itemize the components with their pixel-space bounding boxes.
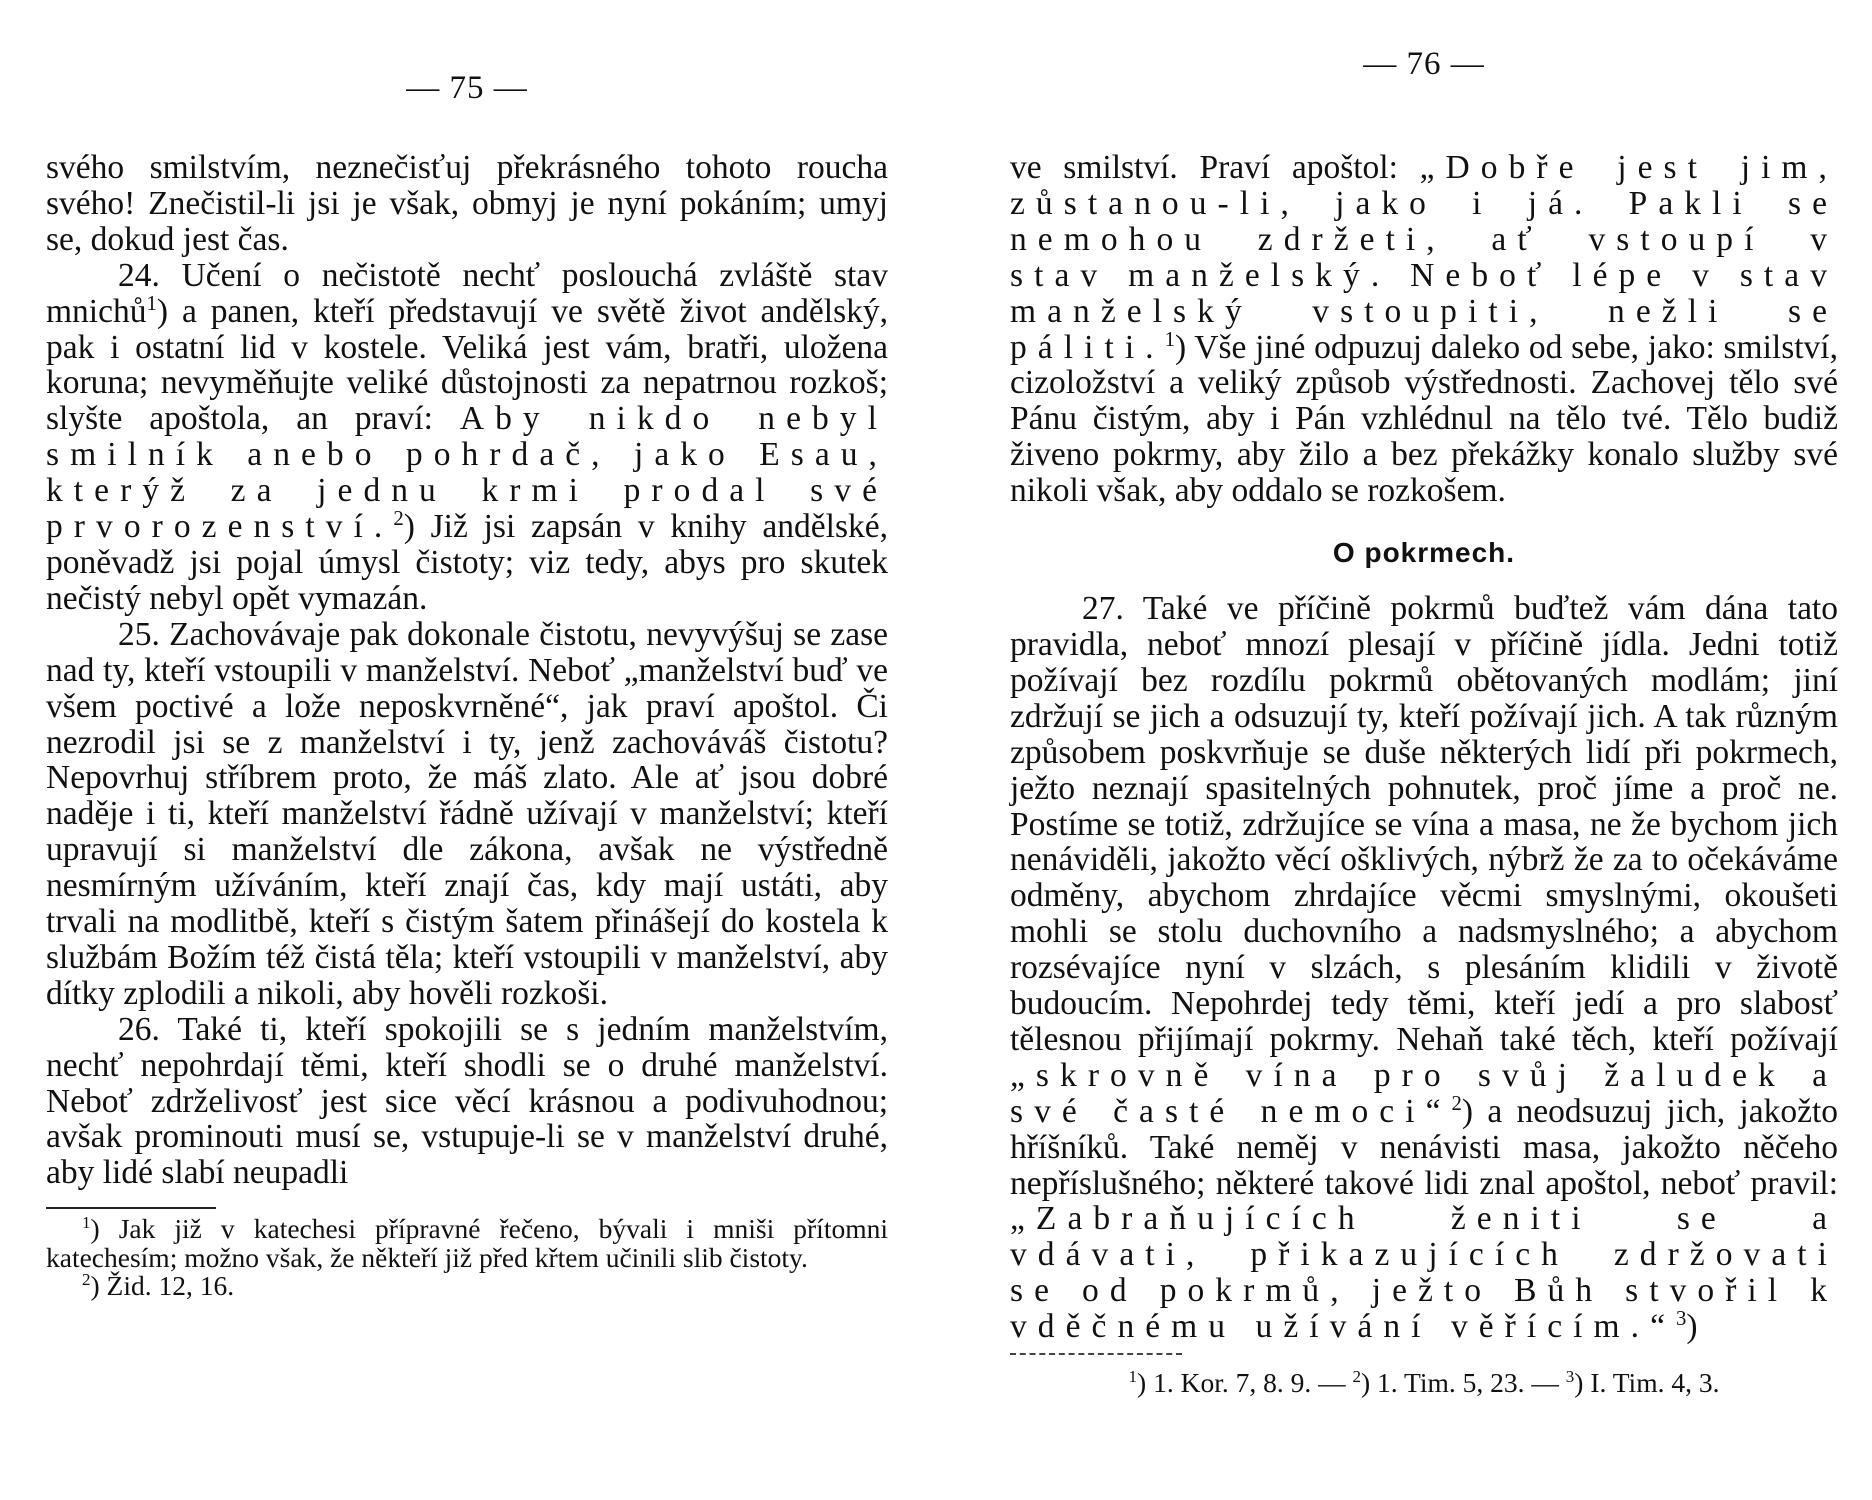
footnote-ref: 1 — [146, 291, 157, 315]
footnote-2: $^2$) Žid. 12, 16. — [82, 1270, 235, 1302]
footnotes — [46, 1215, 888, 1301]
spaced-quote: „Dobře jest jim, zůstanou-li, jako i já. Pakli se nemohou zdržeti, ať vstoupí v stav manželský. Neboť lépe v stav manželský vstoupiti, nežli se páliti. — [1010, 149, 1838, 366]
right-page — [1010, 0, 1838, 1398]
page-body — [46, 150, 888, 1191]
footnotes — [1010, 1366, 1838, 1399]
footnote-divider — [46, 1207, 216, 1209]
footnote-divider — [1010, 1353, 1182, 1355]
paragraph-24: 24. Učení o nečistotě nechť poslouchá zvláště stav mnichů$^1$) a panen, kteří představují ve světě život andělský, pak i ostatní lid v kostele. Veliká jest vám, bratři, uložena koruna; nevyměňujte veliké důstojnosti za nepatrnou rozkoš; slyšte apoštola, an praví: Aby nikdo nebyl smilník anebo pohrdač, jako Esau, kterýž za jednu krmi prodal své prvorozenství.$^2$) Již jsi zapsán v knihy andělské, poněvadž jsi pojal úmysl čistoty; viz tedy, abys pro skutek nečistý nebyl opět vymazán. — [46, 256, 888, 617]
spaced-quote: „skrovně vína pro svůj žaludek a své časté nemoci“ — [1010, 1056, 1838, 1130]
footnote-ref: 2 — [393, 506, 404, 530]
footnote-ref: 2 — [1451, 1091, 1462, 1115]
footnote-line: $^1$) 1. Kor. 7, 8. 9. — $^2$) 1. Tim. 5, 23. — $^3$) I. Tim. 4, 3. — [1128, 1366, 1720, 1399]
page-body — [1010, 150, 1838, 1345]
page-number: — 76 — — [1363, 46, 1485, 82]
footnote-ref: 3 — [1676, 1307, 1687, 1331]
paragraph-continuation: svého smilstvím, neznečisťuj překrásného tohoto roucha svého! Znečistil-li jsi je však, obmyj je nyní pokáním; umyj se, dokud jest čas. — [46, 149, 888, 258]
footnote-ref: 1 — [1164, 327, 1175, 351]
paragraph-27: 27. Také ve příčině pokrmů buďtež vám dána tato pravidla, neboť mnozí plesají v příčině jídla. Jedni totiž požívají bez rozdílu pokrmů obětovaných modlám; jiní zdržují se jich a odsuzují ty, kteří požívají jich. A tak různým způsobem poskvrňuje se duše některých lidí při pokrmech, ježto neznají spasitelných pohnutek, proč jíme a proč ne. Postíme se totiž, zdržujíce se vína a masa, ne že bychom jich nenáviděli, jakožto věcí ošklivých, nýbrž že za to očekáváme odměny, abychom zhrdajíce věcmi smyslnými, okoušeti mohli se stolu duchovního a nadsmyslného; a abychom rozsévajíce nyní v slzách, s plesáním klidili v životě budoucím. Nepohrdej tedy těmi, kteří jedí a pro slabosť tělesnou přijímají pokrmy. Nehaň také těch, kteří požívají „skrovně vína pro svůj žaludek a své časté nemoci“$^2$) a neodsuzuj jich, jakožto hříšníků. Také neměj v nenávisti masa, jakožto něčeho nepříslušného; některé takové lidi znal apoštol, neboť pravil: „Zabraňujících ženiti se a vdávati, přikazujících zdržovati se od pokrmů, ježto Bůh stvořil k vděčnému užívání věřícím.“$^3$) — [1010, 590, 1839, 1346]
paragraph-26: 26. Také ti, kteří spokojili se s jedním manželstvím, nechť nepohrdají těmi, kteří shodli se o druhé manželství. Neboť zdrželivosť jest sice věcí krásnou a podivuhodnou; avšak prominouti musí se, vstupuje-li se v manželství druhé, aby lidé slabí neupadli — [46, 1010, 888, 1192]
page-number: — 75 — — [406, 70, 528, 106]
footnote-1: $^1$) Jak již v katechesi přípravné řečeno, bývali i mniši přítomni katechesím; možno však, že někteří již před křtem učinili slib čistoty. — [46, 1213, 888, 1273]
paragraph-continuation: ve smilství. Praví apoštol: „Dobře jest jim, zůstanou-li, jako i já. Pakli se nemohou zdržeti, ať vstoupí v stav manželský. Neboť lépe v stav manželský vstoupiti, nežli se páliti.$^1$) Vše jiné odpuzuj daleko od sebe, jako: smilství, cizoložství a veliký způsob výstřednosti. Zachovej tělo své Pánu čistým, aby i Pán vzhlédnul na tělo tvé. Tělo budiž živeno pokrmy, aby žilo a bez překážky konalo služby své nikoli však, aby oddalo se rozkošem. — [1010, 149, 1838, 510]
spaced-quote: „Zabraňujících ženiti se a vdávati, přikazujících zdržovati se od pokrmů, ježto Bůh stvořil k vděčnému užívání věřícím.“ — [1010, 1200, 1838, 1346]
spaced-quote: Aby nikdo nebyl smilník anebo pohrdač, jako Esau, kterýž za jednu krmi prodal své prvorozenství. — [46, 400, 888, 546]
section-heading: O pokrmech. — [1332, 537, 1516, 569]
left-page — [46, 0, 888, 1301]
paragraph-25: 25. Zachovávaje pak dokonale čistotu, nevyvýšuj se zase nad ty, kteří vstoupili v manželství. Neboť „manželství buď ve všem poctivé a lože neposkvrněné“, jak praví apoštol. Či nezrodil jsi se z manželství i ty, jenž zachováváš čistotu? Nepovrhuj stříbrem proto, že máš zlato. Ale ať jsou dobré naděje i ti, kteří manželství řádně užívají v manželství; kteří upravují si manželství dle zákona, avšak ne výstředně nesmírným užíváním, kteří znají čas, kdy mají ustáti, aby trvali na modlitbě, kteří s čistým šatem přinášejí do kostela k službám Božím též čistá těla; kteří vstoupili v manželství, aby dítky zplodili a nikoli, aby hověli rozkoši. — [46, 615, 888, 1012]
